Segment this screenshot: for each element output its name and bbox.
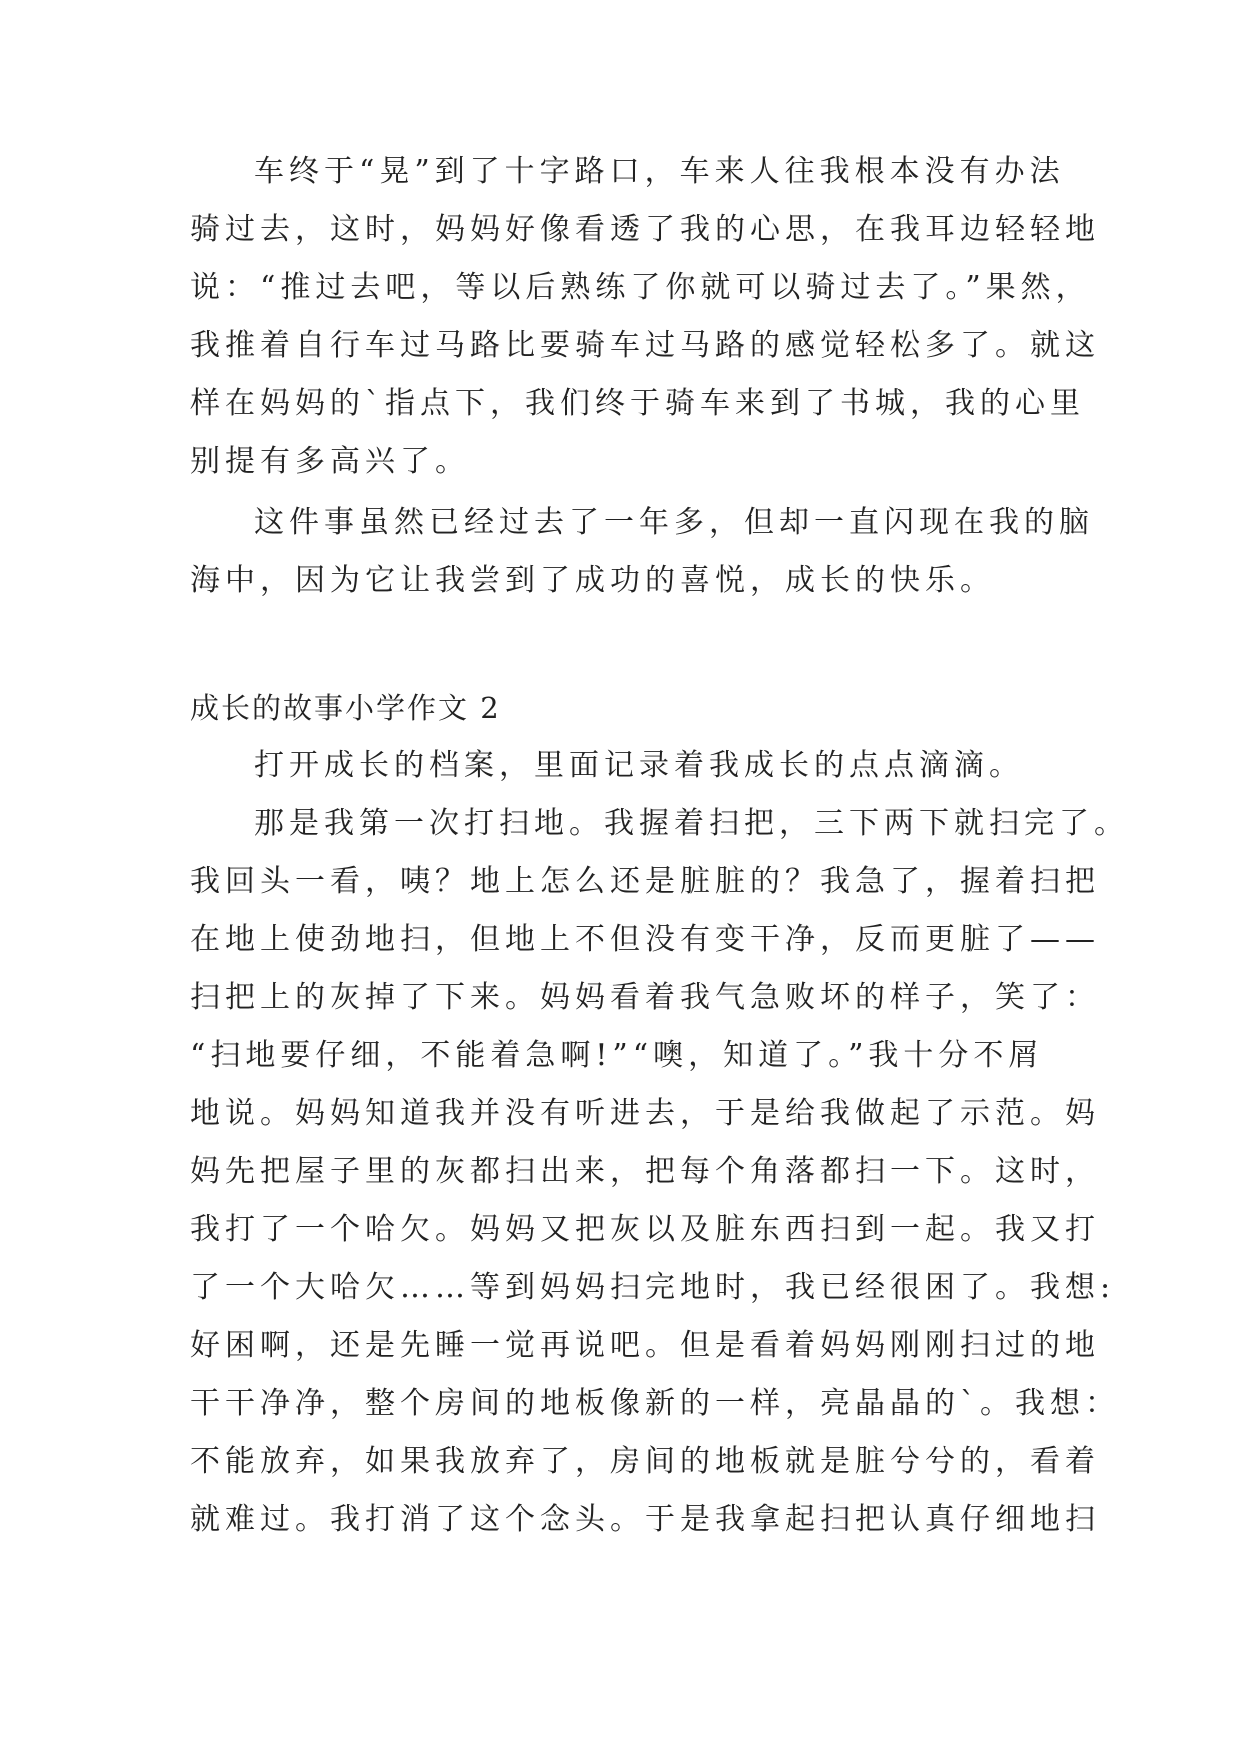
paragraph-line: 这件事虽然已经过去了一年多，但却一直闪现在我的脑	[254, 505, 1094, 540]
paragraph-line: 地说。妈妈知道我并没有听进去，于是给我做起了示范。妈	[190, 1096, 1100, 1131]
paragraph-line: 我回头一看，咦？地上怎么还是脏脏的？我急了，握着扫把	[190, 864, 1100, 899]
paragraph-line: 在地上使劲地扫，但地上不但没有变干净，反而更脏了——	[190, 922, 1100, 957]
paragraph-line: 车终于“晃”到了十字路口，车来人往我根本没有办法	[254, 154, 1065, 189]
paragraph-line: 了一个大哈欠……等到妈妈扫完地时，我已经很困了。我想:	[190, 1270, 1116, 1305]
paragraph-line: “扫地要仔细，不能着急啊!”“噢，知道了。”我十分不屑	[190, 1038, 1044, 1073]
paragraph-line: 打开成长的档案，里面记录着我成长的点点滴滴。	[254, 748, 1024, 783]
section-heading: 成长的故事小学作文 2	[190, 691, 501, 725]
paragraph-line: 我推着自行车过马路比要骑车过马路的感觉轻松多了。就这	[190, 328, 1100, 363]
paragraph-line: 那是我第一次打扫地。我握着扫把，三下两下就扫完了。	[254, 806, 1129, 841]
paragraph-line: 海中，因为它让我尝到了成功的喜悦，成长的快乐。	[190, 563, 995, 598]
paragraph-line: 就难过。我打消了这个念头。于是我拿起扫把认真仔细地扫	[190, 1502, 1100, 1537]
paragraph-line: 干干净净，整个房间的地板像新的一样，亮晶晶的`。我想：	[190, 1386, 1120, 1421]
paragraph-line: 样在妈妈的`指点下，我们终于骑车来到了书城，我的心里	[190, 386, 1085, 421]
paragraph-line: 妈先把屋子里的灰都扫出来，把每个角落都扫一下。这时，	[190, 1154, 1100, 1189]
paragraph-line: 不能放弃，如果我放弃了，房间的地板就是脏兮兮的，看着	[190, 1444, 1100, 1479]
paragraph-line: 我打了一个哈欠。妈妈又把灰以及脏东西扫到一起。我又打	[190, 1212, 1100, 1247]
paragraph-line: 说：“推过去吧，等以后熟练了你就可以骑过去了。”果然，	[190, 270, 1091, 305]
paragraph-line: 扫把上的灰掉了下来。妈妈看着我气急败坏的样子，笑了：	[190, 980, 1100, 1015]
paragraph-line: 骑过去，这时，妈妈好像看透了我的心思，在我耳边轻轻地	[190, 212, 1100, 247]
paragraph-line: 好困啊，还是先睡一觉再说吧。但是看着妈妈刚刚扫过的地	[190, 1328, 1100, 1363]
paragraph-line: 别提有多高兴了。	[190, 444, 470, 479]
